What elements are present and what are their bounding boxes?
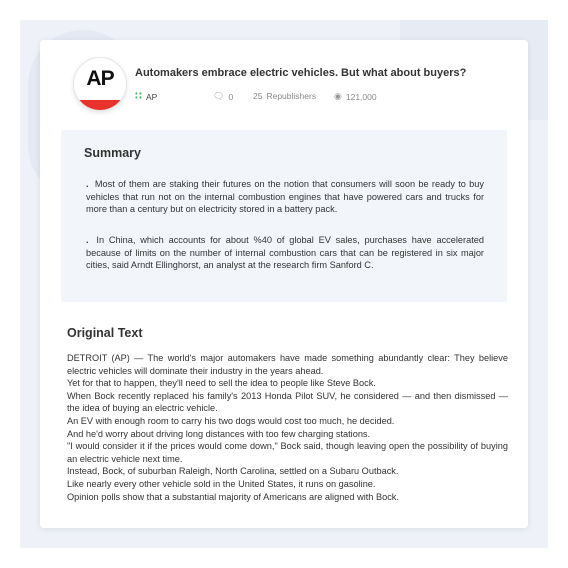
republishers-count: 25 [253, 91, 263, 101]
views-meta [334, 91, 377, 102]
views-count: 121,000 [345, 91, 377, 102]
comment-icon: 🗨︎ [213, 91, 225, 101]
original-text-title: Original Text [67, 326, 143, 340]
source-meta[interactable] [135, 91, 157, 102]
paragraph: Instead, Bock, of suburban Raleigh, North Carolina, settled on a Subaru Outback. [67, 466, 399, 477]
comments-count: 0 [228, 91, 234, 102]
bullet-icon: . [86, 179, 89, 189]
publisher-logo[interactable] [74, 58, 126, 110]
paragraph: And he'd worry about driving long distances with too few charging stations. [67, 428, 371, 439]
republishers-meta[interactable] [253, 91, 316, 101]
article-headline[interactable]: Automakers embrace electric vehicles. But what about buyers? [135, 67, 467, 79]
republishers-label: Republishers [266, 91, 317, 101]
paragraph: Opinion polls show that a substantial majority of Americans are aligned with Bock. [67, 491, 399, 502]
paragraph: An EV with enough room to carry his two dogs would cost too much, he decided. [67, 415, 395, 426]
rss-icon: ∷ [135, 91, 142, 102]
logo-text: AP [86, 67, 114, 90]
summary-item-text: In China, which accounts for about %40 of global EV sales, purchases have accelerated because of limits on the number of internal combustion cars that can be registered in six major cities, said Arndt Ellinghorst, an analyst at the research firm Sanford C. [86, 235, 484, 271]
paragraph: Like nearly every other vehicle sold in the United States, it runs on gasoline. [67, 478, 376, 489]
logo-red-bar [74, 100, 126, 110]
summary-box [61, 130, 507, 302]
eye-icon: ◉ [334, 91, 342, 101]
summary-item-text: Most of them are staking their futures on the notion that consumers will soon be ready to buy vehicles that run not on the internal combustion engines that have powered cars and trucks for more than a century but on electricity stored in a battery pack. [86, 179, 484, 215]
paragraph: Yet for that to happen, they'll need to sell the idea to people like Steve Bock. [67, 378, 376, 389]
comments-meta[interactable] [213, 91, 233, 102]
article-card [40, 40, 528, 528]
summary-item [86, 178, 484, 216]
source-name: AP [145, 91, 158, 102]
original-text-body [67, 352, 508, 503]
paragraph: DETROIT (AP) — The world's major automakers have made something abundantly clear: They believe electric vehicles will dominate their industry in the years ahead. [67, 353, 508, 376]
bullet-icon: . [86, 235, 89, 245]
paragraph: When Bock recently replaced his family's 2013 Honda Pilot SUV, he considered — and then dismissed — the idea of buying an electric vehicle. [67, 390, 508, 414]
summary-title: Summary [84, 146, 141, 160]
summary-item [86, 234, 484, 272]
paragraph: "I would consider it if the prices would come down," Bock said, though leaving open the possibility of buying an electric vehicle next time. [67, 441, 508, 464]
